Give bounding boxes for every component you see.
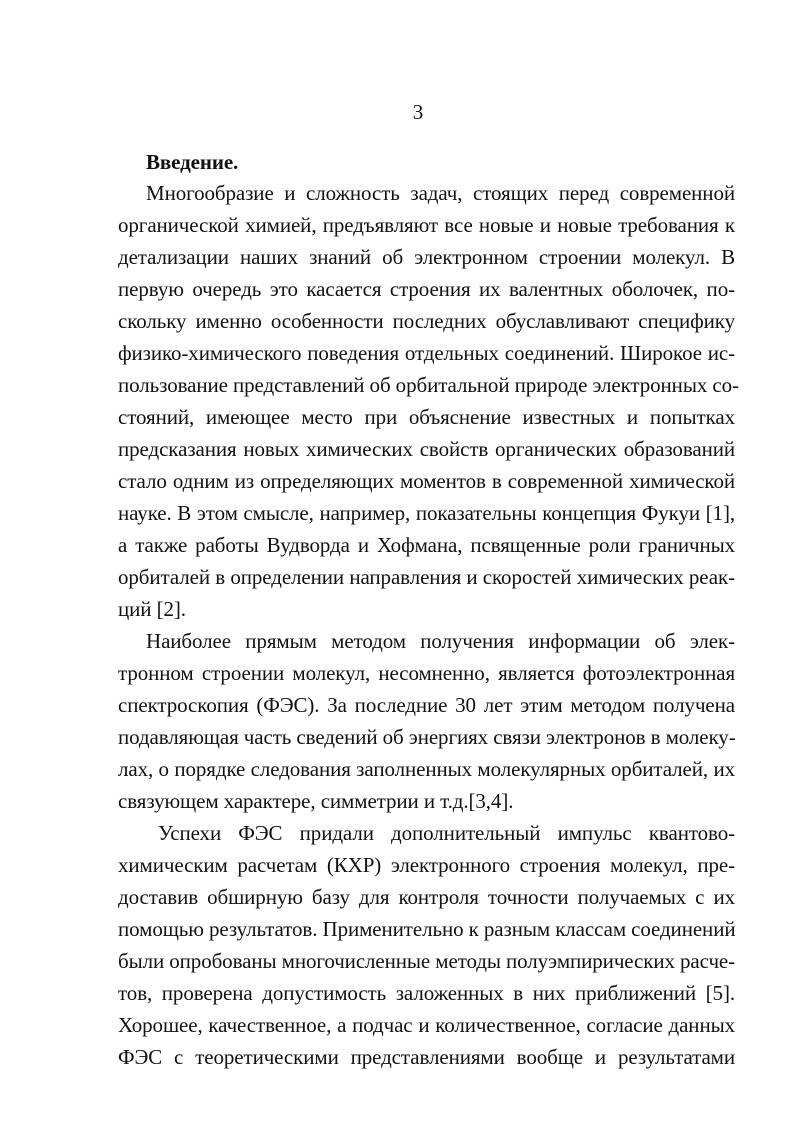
text-line: доставив обширную базу для контроля точности получаемых с их [118, 885, 735, 909]
text-line: а также работы Вудворда и Хофмана, псвященные роли граничных [118, 533, 735, 557]
text-line: органической химией, предъявляют все новые и новые требования к [118, 213, 735, 237]
text-line: лах, о порядке следования заполненных молекулярных орбиталей, их [118, 757, 735, 781]
page-number: 3 [412, 100, 424, 124]
section-heading: Введение. [146, 150, 239, 174]
text-line: стало одним из определяющих моментов в современной химической [118, 469, 735, 493]
text-line: подавляющая часть сведений об энергиях связи электронов в молеку- [118, 725, 736, 749]
text-line: Успехи ФЭС придали дополнительный импульс квантово- [158, 821, 735, 845]
text-line: орбиталей в определении направления и скоростей химических реак- [118, 565, 735, 589]
text-line: ций [2]. [118, 597, 186, 621]
text-line: Хорошее, качественное, а подчас и количественное, согласие данных [118, 1013, 735, 1037]
text-line: скольку именно особенности последних обуславливают специфику [118, 309, 735, 333]
text-line: стояний, имеющее место при объяснение известных и попытках [118, 405, 735, 429]
text-line: первую очередь это касается строения их валентных оболочек, по- [118, 277, 735, 301]
text-line: связующем характере, симметрии и т.д.[3,4]. [118, 789, 514, 813]
text-line: физико-химического поведения отдельных соединений. Широкое ис- [118, 341, 735, 365]
text-line: Наиболее прямым методом получения информации об элек- [146, 629, 735, 653]
text-line: спектроскопия (ФЭС). За последние 30 лет этим методом получена [118, 693, 735, 717]
text-line: предсказания новых химических свойств органических образований [118, 437, 735, 461]
text-line: детализации наших знаний об электронном строении молекул. В [118, 245, 735, 269]
text-line: помощью результатов. Применительно к разным классам соединений [118, 917, 736, 941]
text-line: тов, проверена допустимость заложенных в них приближений [5]. [118, 981, 735, 1005]
text-line: пользование представлений об орбитальной природе электронных со- [118, 373, 739, 397]
text-line: Многообразие и сложность задач, стоящих перед современной [146, 181, 735, 205]
text-line: были опробованы многочисленные методы полуэмпирических расче- [118, 949, 736, 973]
text-line: химическим расчетам (КХР) электронного строения молекул, пре- [118, 853, 735, 877]
text-line: ФЭС с теоретическими представлениями вообще и результатами [118, 1045, 735, 1069]
text-line: тронном строении молекул, несомненно, является фотоэлектронная [118, 661, 735, 685]
text-line: науке. В этом смысле, например, показательны концепция Фукуи [1], [118, 501, 735, 525]
